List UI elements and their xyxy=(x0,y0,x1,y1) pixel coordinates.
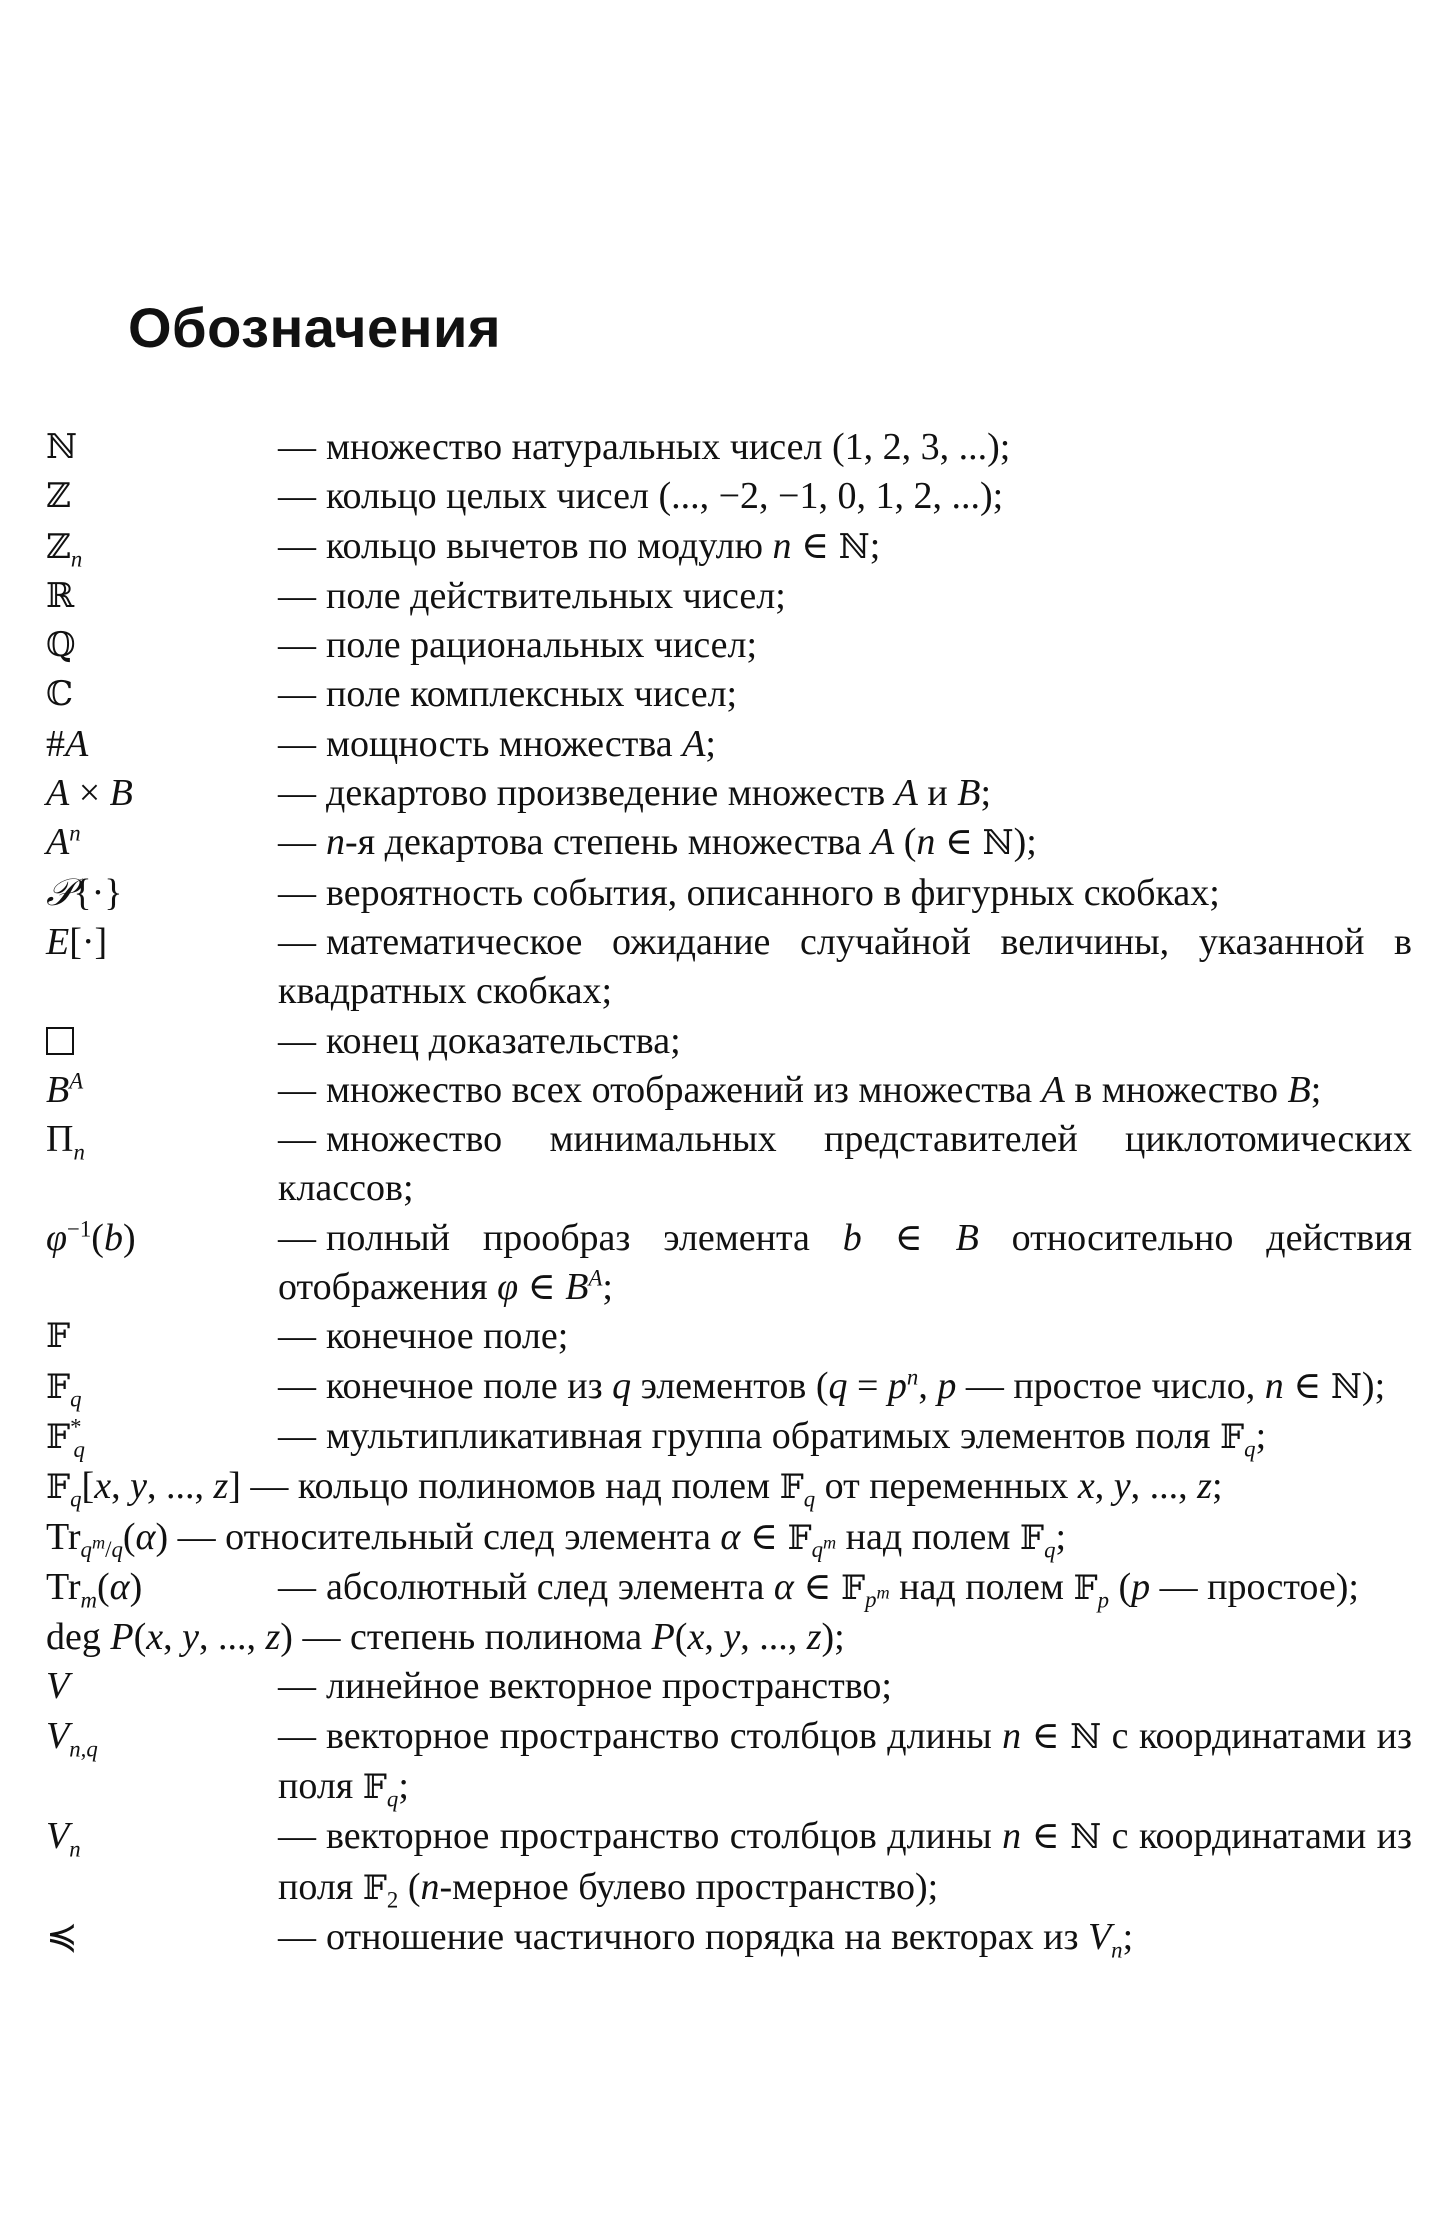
notation-symbol: $\varphi^{-1}(b)$ xyxy=(46,1216,136,1259)
notation-entry-vector-space xyxy=(46,1662,1412,1711)
notation-description: — множество минимальных представителей циклотомических классов; xyxy=(278,1118,1412,1210)
notation-symbol: 𝔽$_q$ xyxy=(46,1366,82,1412)
notation-entry-degree xyxy=(46,1613,1412,1662)
notation-entry-partial-order xyxy=(46,1913,1412,1962)
notation-entry-qed xyxy=(46,1017,1412,1066)
notation-symbol: 𝔽$_q$[x, y, ..., z] xyxy=(46,1465,241,1512)
notation-symbol xyxy=(46,1017,74,1066)
notation-description: — множество натуральных чисел (1, 2, 3, ...); xyxy=(278,426,1011,468)
notation-symbol: V xyxy=(46,1665,70,1708)
notation-symbol: E[·] xyxy=(46,920,108,963)
notation-symbol: ℝ xyxy=(46,575,75,616)
notation-entry-residues xyxy=(46,522,1412,572)
notation-description: — поле рациональных чисел; xyxy=(278,624,758,667)
notation-description: — мощность множества A; xyxy=(278,722,716,765)
notation-description: — поле действительных чисел; xyxy=(278,574,786,617)
notation-entry-multiplicative-group xyxy=(46,1412,1412,1462)
notation-entry-cartesian-power xyxy=(46,818,1412,868)
notation-entry-finite-field xyxy=(46,1312,1412,1361)
notation-entry-probability xyxy=(46,869,1412,918)
notation-description: — конец доказательства; xyxy=(278,1019,681,1062)
notation-symbol: $V_{n,q}$ xyxy=(46,1714,98,1762)
notation-description: — конечное поле; xyxy=(278,1315,569,1358)
notation-entry-cardinality xyxy=(46,720,1412,769)
notation-symbol: 𝒫{·} xyxy=(46,871,123,914)
notation-description: — вероятность события, описанного в фигурных скобках; xyxy=(278,871,1220,914)
notation-description: — кольцо целых чисел (..., −2, −1, 0, 1, 2, ...); xyxy=(278,475,1004,518)
notation-description: — декартово произведение множеств A и B; xyxy=(278,772,992,815)
notation-description: — абсолютный след элемента α ∈ 𝔽$_{p^m}$ над полем 𝔽$_p$ (p — простое); xyxy=(278,1565,1359,1613)
notation-list xyxy=(46,423,1412,1962)
notation-entry-rationals xyxy=(46,621,1412,670)
notation-description: — линейное векторное пространство; xyxy=(278,1665,892,1708)
notation-entry-column-space-q xyxy=(46,1712,1412,1813)
notation-entry-naturals xyxy=(46,423,1412,472)
notation-symbol: A × B xyxy=(46,772,133,815)
notation-entry-polynomial-ring xyxy=(46,1462,1412,1512)
notation-description: — полный прообраз элемента b ∈ B относительно действия отображения φ ∈ $B^A$; xyxy=(278,1216,1412,1309)
notation-entry-relative-trace xyxy=(46,1513,1412,1563)
notation-description: — векторное пространство столбцов длины n ∈ ℕ с координатами из поля 𝔽$_q$; xyxy=(278,1714,1412,1812)
notation-symbol: $Tr_{q^m/q}(\alpha)$ xyxy=(46,1515,169,1563)
notation-symbol: $V_n$ xyxy=(46,1815,81,1862)
notation-symbol: 𝔽 xyxy=(46,1316,71,1357)
notation-entry-complex xyxy=(46,670,1412,719)
notation-entry-boolean-space xyxy=(46,1812,1412,1913)
notation-description: — мультипликативная группа обратимых элементов поля 𝔽$_q$; xyxy=(278,1414,1267,1462)
notation-symbol: $Tr_m(\alpha)$ xyxy=(46,1565,143,1613)
notation-description: — относительный след элемента α ∈ 𝔽$_{q^m}$ над полем 𝔽$_q$; xyxy=(177,1515,1067,1563)
notation-description: — поле комплексных чисел; xyxy=(278,673,738,716)
notation-description: — множество всех отображений из множества A в множество B; xyxy=(278,1068,1322,1111)
notation-symbol: ℕ xyxy=(46,427,78,467)
notation-description: — отношение частичного порядка на векторах из $V_n$; xyxy=(278,1915,1134,1963)
notation-symbol: deg P(x, y, ..., z) xyxy=(46,1616,293,1659)
notation-symbol: $\Pi_n$ xyxy=(46,1118,85,1165)
notation-description: — n-я декартова степень множества A (n ∈ ℕ); xyxy=(278,821,1037,864)
notation-description: — степень полинома P(x, y, ..., z); xyxy=(302,1616,845,1659)
notation-symbol: ℚ xyxy=(46,625,76,666)
notation-symbol: $B^A$ xyxy=(46,1068,84,1111)
notation-description: — векторное пространство столбцов длины n ∈ ℕ с координатами из поля 𝔽$_2$ (n-мерное булево пространство); xyxy=(278,1815,1412,1913)
notation-entry-reals xyxy=(46,572,1412,621)
notation-entry-finite-field-q xyxy=(46,1362,1412,1412)
notation-symbol: #A xyxy=(46,722,89,765)
notation-entry-cartesian-product xyxy=(46,769,1412,818)
notation-description: — кольцо вычетов по модулю n ∈ ℕ; xyxy=(278,524,881,567)
notation-symbol: ℂ xyxy=(46,674,74,715)
notation-symbol: ℤ$_n$ xyxy=(46,526,83,572)
notation-entry-cyclotomic xyxy=(46,1115,1412,1214)
notation-description: — кольцо полиномов над полем 𝔽$_q$ от переменных x, y, ..., z; xyxy=(250,1465,1223,1512)
notation-description: — конечное поле из q элементов ($q = p^n$, p — простое число, n ∈ ℕ); xyxy=(278,1363,1386,1407)
notation-entry-expectation xyxy=(46,918,1412,1017)
notation-symbol: $A^n$ xyxy=(46,820,81,864)
notation-description: — математическое ожидание случайной величины, указанной в квадратных скобках; xyxy=(278,920,1412,1013)
qed-box-icon xyxy=(46,1027,74,1055)
notation-entry-preimage xyxy=(46,1214,1412,1313)
notation-entry-maps xyxy=(46,1066,1412,1115)
notation-symbol: ≼ xyxy=(46,1915,78,1958)
page-title: Обозначения xyxy=(128,296,502,359)
notation-entry-integers xyxy=(46,472,1412,521)
notation-entry-absolute-trace xyxy=(46,1563,1412,1613)
notation-symbol: ℤ xyxy=(46,476,71,517)
notation-symbol: 𝔽*$_q$ xyxy=(46,1414,85,1462)
